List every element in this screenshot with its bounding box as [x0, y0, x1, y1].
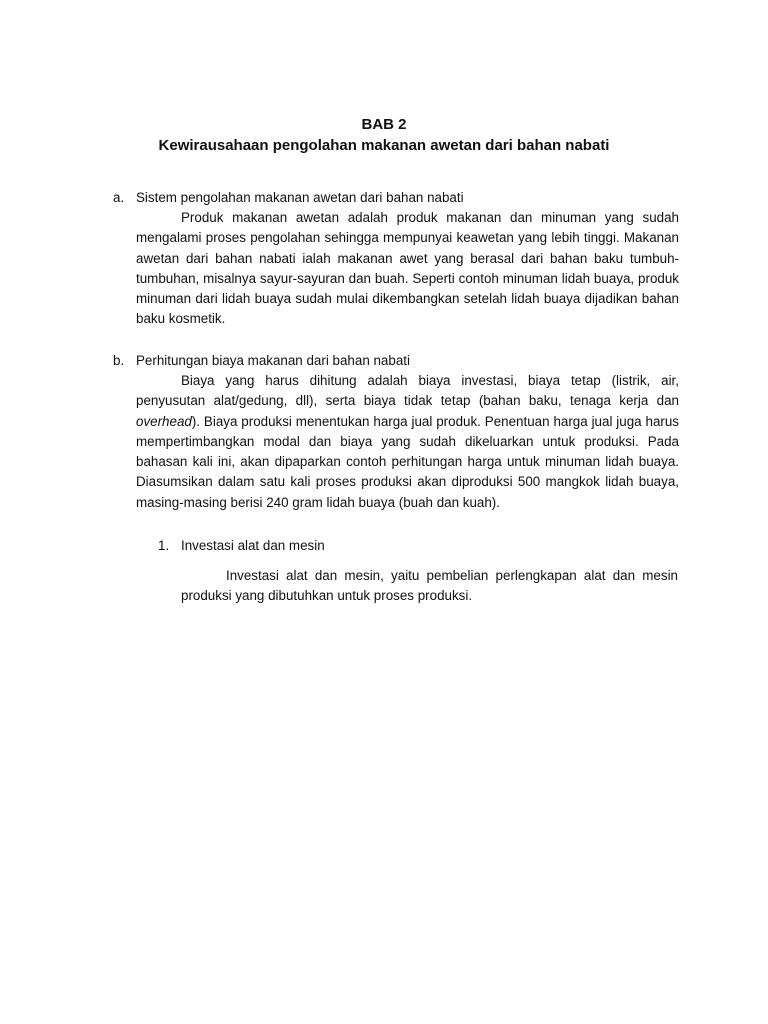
- chapter-label: BAB 2: [361, 116, 407, 133]
- section-b-marker: b.: [113, 353, 125, 368]
- chapter-title: Kewirausahaan pengolahan makanan awetan dari bahan nabati: [158, 137, 610, 154]
- section-a-heading: Sistem pengolahan makanan awetan dari bahan nabati: [136, 190, 464, 205]
- section-b-paragraph-part-1: Biaya yang harus dihitung adalah biaya investasi, biaya tetap (listrik, air, penyusutan alat/gedung, dll), serta biaya tidak tetap (bahan baku, tenaga kerja dan: [136, 373, 679, 409]
- section-b-paragraph-emphasis: overhead: [136, 413, 192, 429]
- section-b-paragraph-part-2: ). Biaya produksi menentukan harga jual produk. Penentuan harga jual juga harus mempertimbangkan modal dan biaya yang sudah dikeluarkan untuk produksi. Pada bahasan kali ini, akan dipaparkan contoh perhitungan harga untuk minuman lidah buaya. Diasumsikan dalam satu kali proses produksi akan diproduksi 500 mangkok lidah buaya, masing-masing berisi 240 gram lidah buaya (buah dan kuah).: [136, 413, 679, 510]
- numbered-item-1-paragraph: Investasi alat dan mesin, yaitu pembelian perlengkapan alat dan mesin produksi yang dibutuhkan untuk proses produksi.: [181, 568, 678, 604]
- numbered-item-1-heading: Investasi alat dan mesin: [181, 538, 325, 553]
- section-a-paragraph: Produk makanan awetan adalah produk makanan dan minuman yang sudah mengalami proses pengolahan sehingga mempunyai keawetan yang lebih tinggi. Makanan awetan dari bahan nabati ialah makanan awet yang berasal dari bahan baku tumbuh-tumbuhan, misalnya sayur-sayuran dan buah. Seperti contoh minuman lidah buaya, produk minuman dari lidah buaya sudah mulai dikembangkan setelah lidah buaya dijadikan bahan baku kosmetik.: [136, 210, 679, 327]
- section-a-heading-row: [113, 188, 679, 208]
- section-b-heading-row: [113, 351, 679, 371]
- section-b-heading: Perhitungan biaya makanan dari bahan nabati: [136, 353, 410, 368]
- section-a: [113, 188, 679, 330]
- section-a-marker: a.: [113, 190, 125, 205]
- section-b-paragraph: [136, 371, 679, 513]
- numbered-item-1-heading-row: [158, 536, 678, 556]
- numbered-item-1: [158, 536, 678, 607]
- numbered-item-1-marker: 1.: [158, 538, 170, 553]
- section-b: [113, 351, 679, 513]
